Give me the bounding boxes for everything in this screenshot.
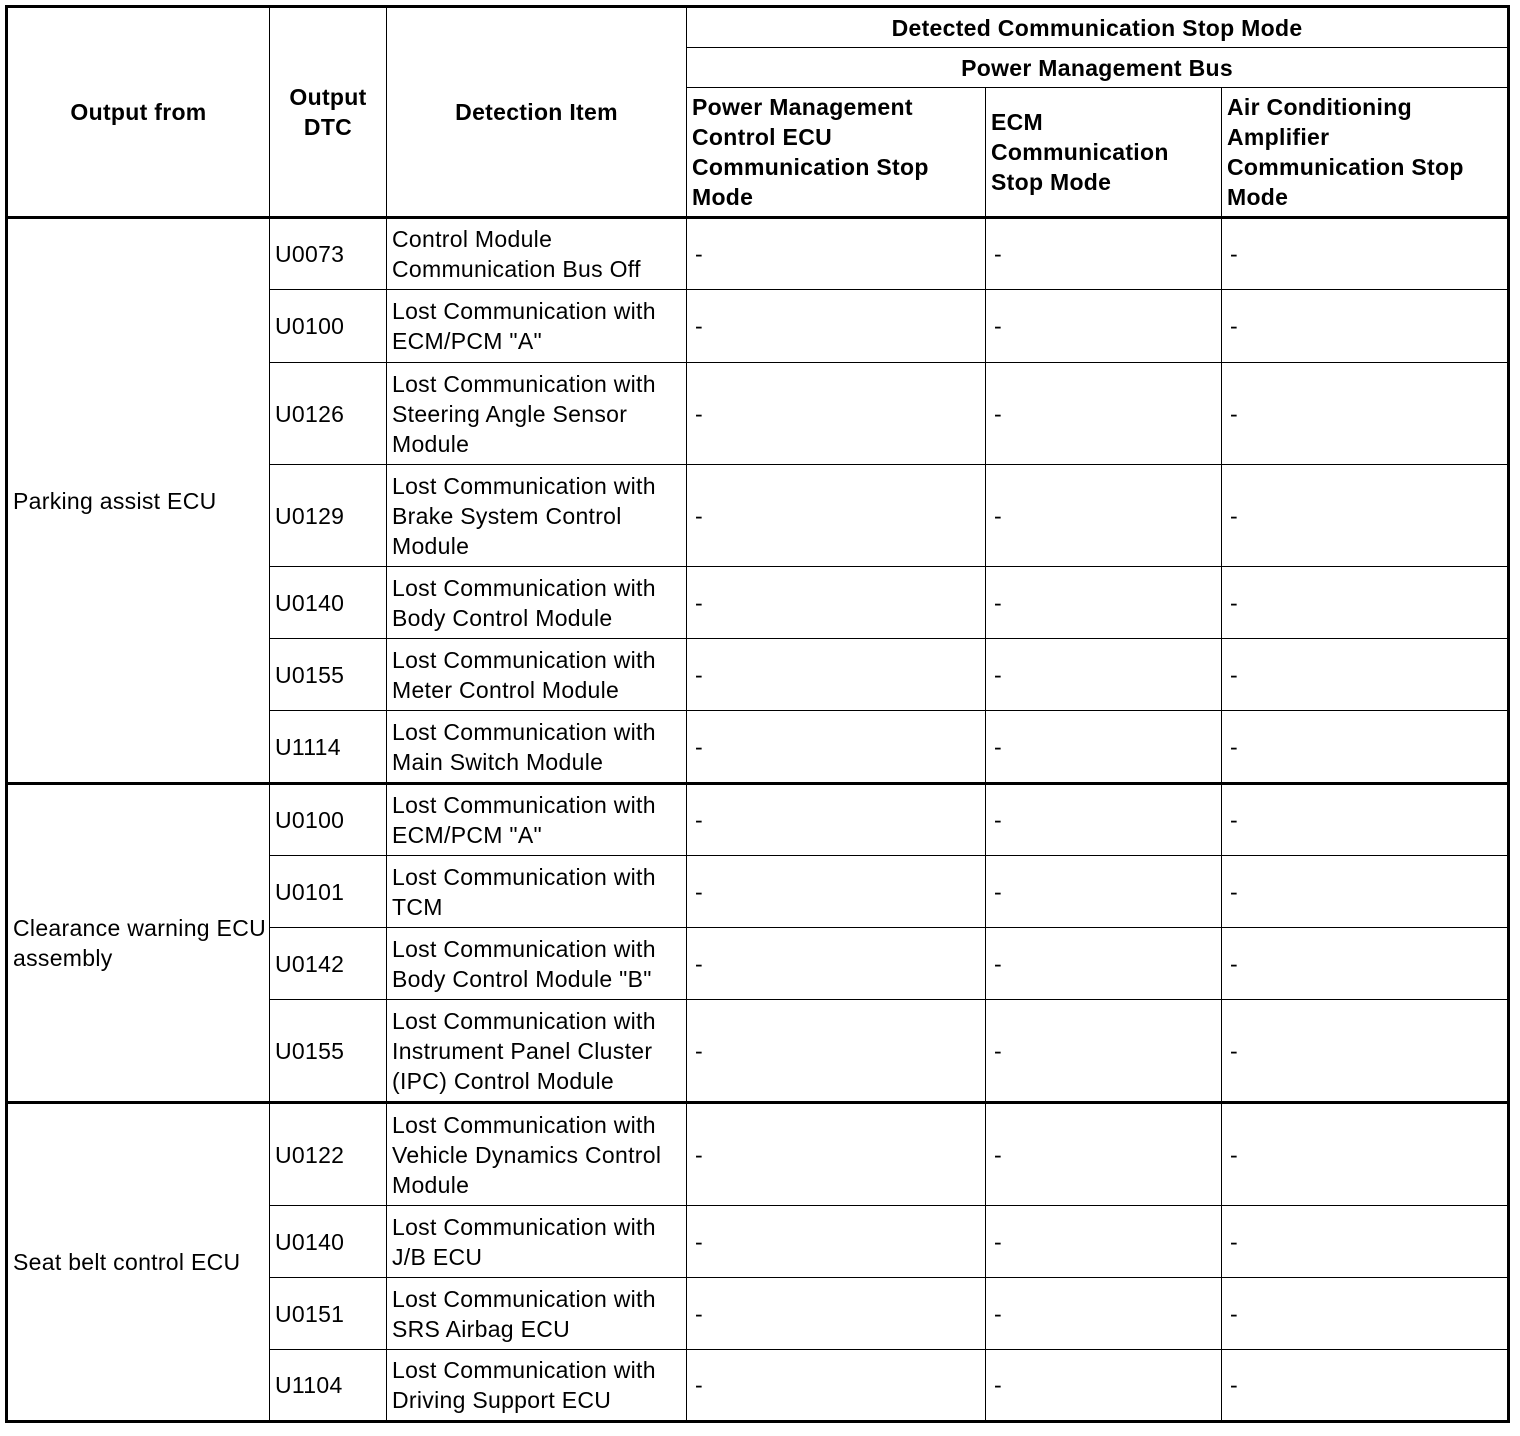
dtc-cell: U0155 xyxy=(270,639,387,711)
ecm-mode-cell: - xyxy=(986,363,1222,465)
dtc-cell: U0122 xyxy=(270,1103,387,1206)
ecm-mode-cell: - xyxy=(986,1103,1222,1206)
detection-item-cell: Lost Communication with Meter Control Module xyxy=(387,639,687,711)
detection-item-cell: Control Module Communication Bus Off xyxy=(387,218,687,290)
ecm-mode-cell: - xyxy=(986,567,1222,639)
header-col-ecm: ECM Communication Stop Mode xyxy=(986,88,1222,218)
header-detection-item: Detection Item xyxy=(387,7,687,218)
header-col-ac-amp: Air Conditioning Amplifier Communication Stop Mode xyxy=(1222,88,1509,218)
ecm-mode-cell: - xyxy=(986,1000,1222,1103)
dtc-cell: U0126 xyxy=(270,363,387,465)
ecm-mode-cell: - xyxy=(986,1206,1222,1278)
ac-amp-mode-cell: - xyxy=(1222,1350,1509,1422)
dtc-cell: U0140 xyxy=(270,1206,387,1278)
pm-ecu-mode-cell: - xyxy=(687,1350,986,1422)
ecm-mode-cell: - xyxy=(986,784,1222,856)
ac-amp-mode-cell: - xyxy=(1222,363,1509,465)
pm-ecu-mode-cell: - xyxy=(687,218,986,290)
pm-ecu-mode-cell: - xyxy=(687,1000,986,1103)
header-bus: Power Management Bus xyxy=(687,48,1509,88)
header-output-dtc: Output DTC xyxy=(270,7,387,218)
dtc-cell: U0100 xyxy=(270,290,387,363)
ac-amp-mode-cell: - xyxy=(1222,567,1509,639)
dtc-cell: U0140 xyxy=(270,567,387,639)
dtc-cell: U0155 xyxy=(270,1000,387,1103)
detection-item-cell: Lost Communication with Body Control Module xyxy=(387,567,687,639)
pm-ecu-mode-cell: - xyxy=(687,928,986,1000)
dtc-cell: U0073 xyxy=(270,218,387,290)
output-from-cell: Parking assist ECU xyxy=(7,218,270,784)
dtc-cell: U0151 xyxy=(270,1278,387,1350)
detection-item-cell: Lost Communication with Driving Support ECU xyxy=(387,1350,687,1422)
detection-item-cell: Lost Communication with ECM/PCM "A" xyxy=(387,290,687,363)
pm-ecu-mode-cell: - xyxy=(687,567,986,639)
pm-ecu-mode-cell: - xyxy=(687,639,986,711)
pm-ecu-mode-cell: - xyxy=(687,784,986,856)
ecm-mode-cell: - xyxy=(986,465,1222,567)
table-row xyxy=(7,1103,1509,1206)
ac-amp-mode-cell: - xyxy=(1222,1278,1509,1350)
ac-amp-mode-cell: - xyxy=(1222,856,1509,928)
dtc-cell: U0100 xyxy=(270,784,387,856)
detection-item-cell: Lost Communication with Vehicle Dynamics Control Module xyxy=(387,1103,687,1206)
detection-item-cell: Lost Communication with J/B ECU xyxy=(387,1206,687,1278)
pm-ecu-mode-cell: - xyxy=(687,465,986,567)
ac-amp-mode-cell: - xyxy=(1222,1103,1509,1206)
pm-ecu-mode-cell: - xyxy=(687,856,986,928)
output-from-cell: Clearance warning ECU assembly xyxy=(7,784,270,1103)
ecm-mode-cell: - xyxy=(986,218,1222,290)
pm-ecu-mode-cell: - xyxy=(687,363,986,465)
dtc-cell: U0101 xyxy=(270,856,387,928)
table-header xyxy=(7,7,1509,218)
ecm-mode-cell: - xyxy=(986,856,1222,928)
detection-item-cell: Lost Communication with ECM/PCM "A" xyxy=(387,784,687,856)
ecm-mode-cell: - xyxy=(986,928,1222,1000)
table-row xyxy=(7,784,1509,856)
pm-ecu-mode-cell: - xyxy=(687,1206,986,1278)
pm-ecu-mode-cell: - xyxy=(687,1103,986,1206)
table-body xyxy=(7,218,1509,1422)
ac-amp-mode-cell: - xyxy=(1222,928,1509,1000)
dtc-cell: U0142 xyxy=(270,928,387,1000)
ecm-mode-cell: - xyxy=(986,290,1222,363)
detection-item-cell: Lost Communication with Brake System Control Module xyxy=(387,465,687,567)
pm-ecu-mode-cell: - xyxy=(687,290,986,363)
dtc-cell: U1114 xyxy=(270,711,387,784)
detection-item-cell: Lost Communication with Instrument Panel Cluster (IPC) Control Module xyxy=(387,1000,687,1103)
pm-ecu-mode-cell: - xyxy=(687,1278,986,1350)
ecm-mode-cell: - xyxy=(986,1350,1222,1422)
ac-amp-mode-cell: - xyxy=(1222,218,1509,290)
ecm-mode-cell: - xyxy=(986,1278,1222,1350)
ac-amp-mode-cell: - xyxy=(1222,1206,1509,1278)
header-col-pm-ecu: Power Management Control ECU Communication Stop Mode xyxy=(687,88,986,218)
detection-item-cell: Lost Communication with Steering Angle Sensor Module xyxy=(387,363,687,465)
ecm-mode-cell: - xyxy=(986,711,1222,784)
ac-amp-mode-cell: - xyxy=(1222,711,1509,784)
detection-item-cell: Lost Communication with SRS Airbag ECU xyxy=(387,1278,687,1350)
ac-amp-mode-cell: - xyxy=(1222,465,1509,567)
detection-item-cell: Lost Communication with Body Control Module "B" xyxy=(387,928,687,1000)
detection-item-cell: Lost Communication with TCM xyxy=(387,856,687,928)
header-output-from: Output from xyxy=(7,7,270,218)
dtc-cell: U0129 xyxy=(270,465,387,567)
pm-ecu-mode-cell: - xyxy=(687,711,986,784)
dtc-cell: U1104 xyxy=(270,1350,387,1422)
header-detected-mode: Detected Communication Stop Mode xyxy=(687,7,1509,48)
output-from-cell: Seat belt control ECU xyxy=(7,1103,270,1422)
detection-item-cell: Lost Communication with Main Switch Module xyxy=(387,711,687,784)
ecm-mode-cell: - xyxy=(986,639,1222,711)
dtc-table xyxy=(5,5,1510,1423)
ac-amp-mode-cell: - xyxy=(1222,1000,1509,1103)
ac-amp-mode-cell: - xyxy=(1222,639,1509,711)
table-row xyxy=(7,218,1509,290)
ac-amp-mode-cell: - xyxy=(1222,784,1509,856)
ac-amp-mode-cell: - xyxy=(1222,290,1509,363)
